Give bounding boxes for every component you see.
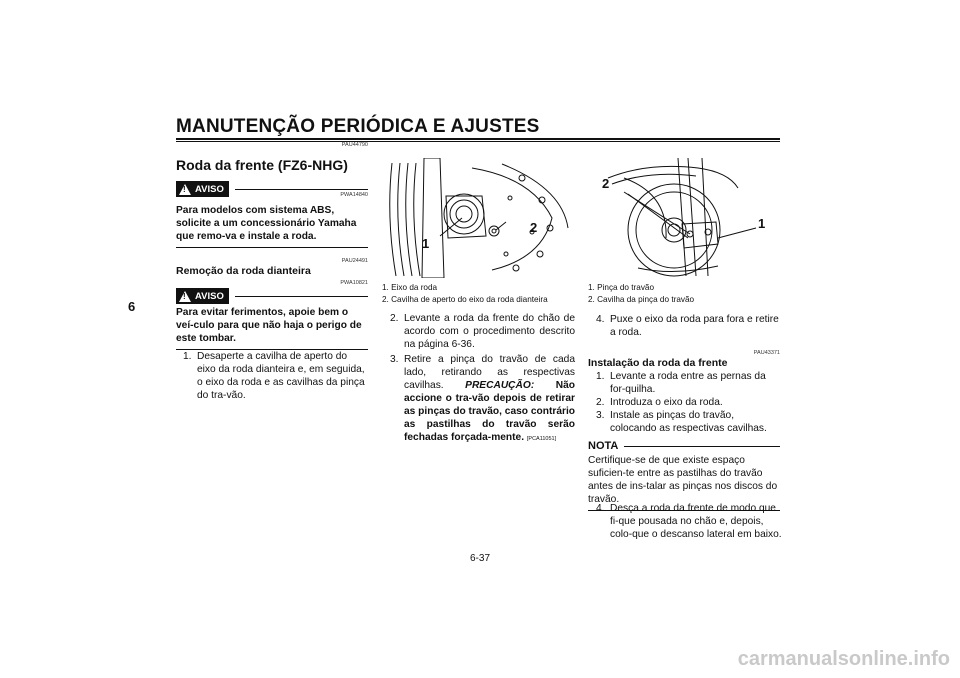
caption-item: 2. Cavilha de aperto do eixo da roda dianteira — [382, 295, 548, 304]
caption-item: 1. Pinça do travão — [588, 283, 655, 292]
step-4-install: 4. Desça a roda da frente de modo que fi-que pousada no chão e, depois, colo-que o descanso lateral em baixo. — [596, 503, 782, 540]
note-rule — [624, 446, 780, 447]
warning-bottom-rule — [176, 247, 368, 248]
warning-label: AVISO — [195, 290, 224, 302]
caution-text: Não accione o tra-vão depois de retirar as pinças do travão, caso contrário as pastilhas do travão serão fechadas forçada-mente. — [404, 380, 575, 443]
warning-text: Para modelos com sistema ABS, solicite a um concessionário Yamaha que remo-va e instale a roda. — [176, 205, 357, 242]
watermark: carmanualsonline.info — [737, 648, 950, 670]
step-2: 2. Levante a roda da frente do chão de acordo com o procedimento descrito na página 6-36. — [390, 313, 575, 350]
page-number: 6-37 — [470, 553, 491, 564]
install-step-3: 3. Instale as pinças do travão, colocando as respectivas cavilhas. — [596, 410, 767, 434]
subsection-heading: Remoção da roda dianteira — [176, 265, 311, 277]
caution-code: [PCA11051] — [526, 436, 557, 442]
warning-header — [176, 288, 368, 304]
figure-callout-1: 1 — [758, 216, 766, 231]
step-number: 1. — [183, 351, 192, 362]
warning-block-2 — [176, 280, 368, 350]
subsection-code: PAU43371 — [753, 350, 780, 356]
note-header — [588, 440, 780, 452]
section-heading: Roda da frente (FZ6-NHG) — [176, 157, 348, 173]
figure-callout-1: 1 — [422, 236, 430, 251]
warning-icon: ! — [179, 291, 191, 302]
warning-rule — [235, 189, 368, 190]
install-step-2: 2. Introduza o eixo da roda. — [596, 397, 723, 408]
subsection-code: PAU24491 — [341, 258, 368, 264]
warning-block-1 — [176, 181, 368, 248]
warning-badge — [176, 288, 229, 304]
caption-item: 2. Cavilha da pinça do travão — [588, 295, 695, 304]
page-title: MANUTENÇÃO PERIÓDICA E AJUSTES — [176, 116, 540, 137]
figure-captions — [588, 282, 783, 306]
step-1 — [183, 350, 368, 402]
warning-code: PWA10821 — [340, 280, 368, 286]
subsection-heading: Instalação da roda da frente — [588, 357, 728, 369]
wheel-axle-illustration — [382, 158, 574, 278]
brake-caliper-illustration — [588, 158, 780, 278]
caption-item: 1. Eixo da roda — [382, 283, 438, 292]
warning-text: Para evitar ferimentos, apoie bem o veí-culo para que não haja o perigo de este tombar. — [176, 307, 362, 344]
note-text: Certifique-se de que existe espaço suficien-te entre as pastilhas do travão antes de ins-talar as pinças nos discos do travão. — [588, 455, 778, 505]
figure-callout-2: 2 — [530, 220, 538, 235]
warning-code: PWA14840 — [340, 192, 368, 198]
note-block — [588, 440, 780, 511]
figure-captions — [382, 282, 582, 306]
figure-callout-2: 2 — [602, 176, 610, 191]
chapter-tab: 6 — [128, 299, 156, 323]
steps-col2 — [390, 312, 575, 446]
caution-label: PRECAUÇÃO: — [465, 380, 535, 391]
warning-icon: ! — [179, 184, 191, 195]
header-rule — [176, 138, 780, 140]
section-code: PAU44790 — [341, 142, 368, 148]
step-3: 3. Retire a pinça do travão de cada lado, retirando as respectivas cavilhas. PRECAUÇÃO: Não accione o tra-vão depois de retirar as pinças do travão, caso contrário as pastilhas do travão serão fechadas forçada-mente. [PCA11051] — [390, 354, 575, 443]
warning-rule — [235, 296, 368, 297]
step-4-removal: 4. Puxe o eixo da roda para fora e retire a roda. — [596, 314, 779, 338]
warning-label: AVISO — [195, 183, 224, 195]
install-step-1: 1. Levante a roda entre as pernas da for-quilha. — [596, 371, 766, 395]
step-text: Desaperte a cavilha de aperto do eixo da roda dianteira e, em seguida, o eixo da roda e as cavilhas da pinça do tra-vão. — [197, 351, 365, 401]
figure-brake-caliper — [588, 158, 780, 278]
note-label: NOTA — [588, 440, 619, 452]
install-steps — [596, 370, 782, 435]
warning-badge — [176, 181, 229, 197]
figure-wheel-axle — [382, 158, 574, 278]
